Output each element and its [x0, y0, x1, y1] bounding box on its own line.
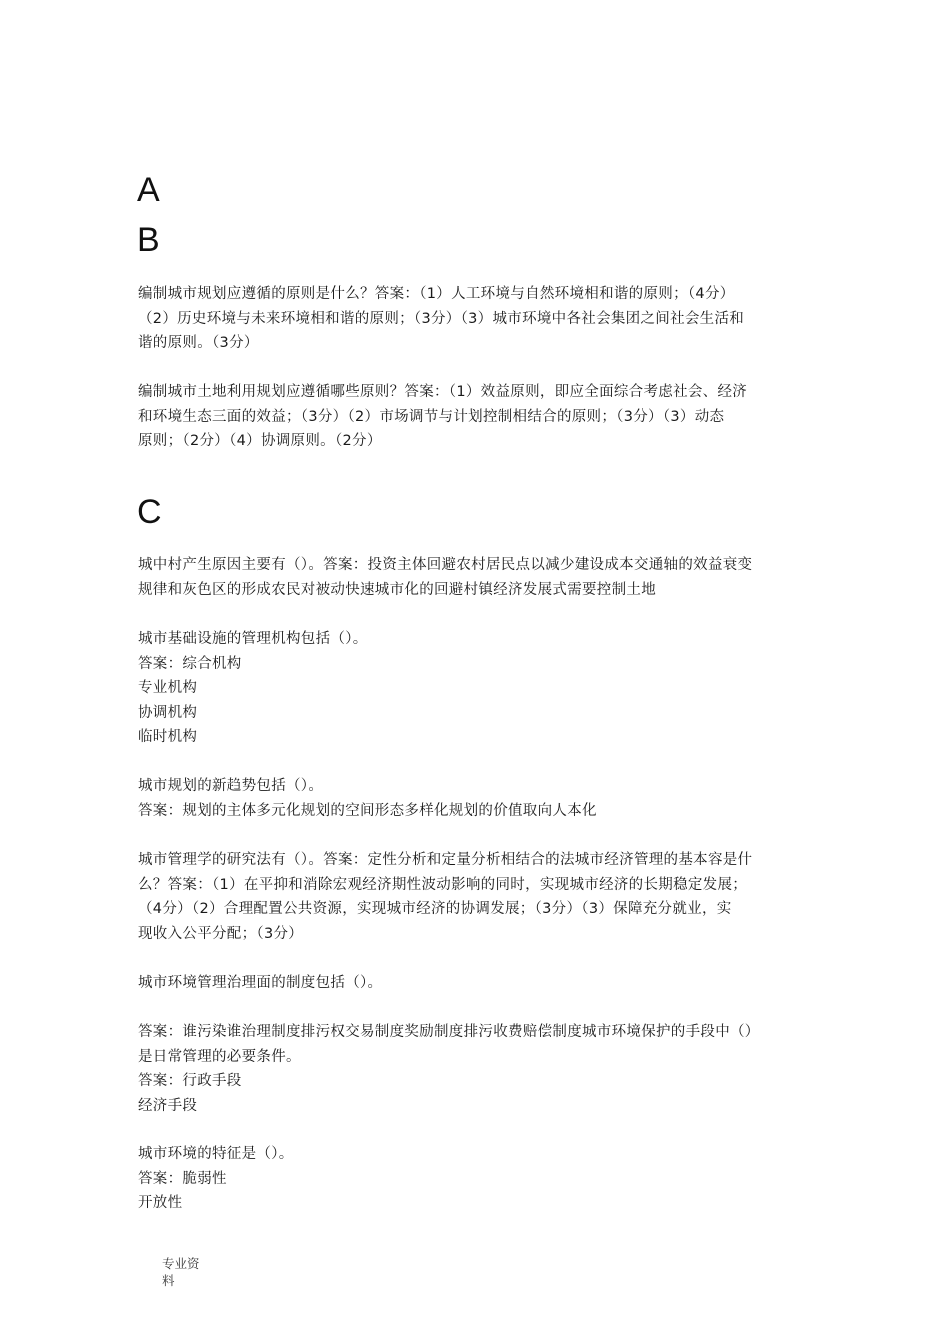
paragraph-planning-trends: 城市规划的新趋势包括（）。 答案：规划的主体多元化规划的空间形态多样化规划的价值取向人本化 [138, 778, 597, 819]
paragraph-environment-systems: 城市环境管理治理面的制度包括（）。 [138, 975, 383, 991]
paragraph-land-use-principles: 编制城市土地利用规划应遵循哪些原则？答案：（1）效益原则，即应全面综合考虑社会、经济 和环境生态三面的效益；（3分）（2）市场调节与计划控制相结合的原则；（3分）（3）动态 原则；（2分）（4）协调原则。（2分） [138, 384, 748, 450]
paragraph-management-methods: 城市管理学的研究法有（）。答案：定性分析和定量分析相结合的法城市经济管理的基本容是什 么？答案：（1）在平抑和消除宏观经济期性波动影响的同时，实现城市经济的长期稳定发展； （4分）（2）合理配置公共资源，实现城市经济的协调发展；（3分）（3）保障充分就业，实 现收入公平分配；（3分） [138, 852, 753, 942]
paragraph-planning-principles: 编制城市规划应遵循的原则是什么？答案：（1）人工环境与自然环境相和谐的原则；（4分） （2）历史环境与未来环境相和谐的原则；（3分）（3）城市环境中各社会集团之间社会生活和 谐的原则。（3分） [138, 286, 745, 352]
section-letter-b: B [137, 221, 160, 259]
paragraph-environment-features: 城市环境的特征是（）。 答案：脆弱性 开放性 [138, 1146, 294, 1212]
page-footer: 专业资料 [162, 1256, 200, 1288]
paragraph-environment-answers: 答案：谁污染谁治理制度排污权交易制度奖励制度排污收费赔偿制度城市环境保护的手段中（） 是日常管理的必要条件。 答案：行政手段 经济手段 [138, 1024, 760, 1114]
section-letter-c: C [137, 493, 162, 531]
paragraph-urban-village: 城中村产生原因主要有（）。答案：投资主体回避农村居民点以减少建设成本交通轴的效益衰变 规律和灰色区的形成农民对被动快速城市化的回避村镇经济发展式需要控制土地 [138, 557, 753, 598]
section-letter-a: A [137, 171, 160, 209]
paragraph-infrastructure-agencies: 城市基础设施的管理机构包括（）。 答案：综合机构 专业机构 协调机构 临时机构 [138, 631, 368, 746]
